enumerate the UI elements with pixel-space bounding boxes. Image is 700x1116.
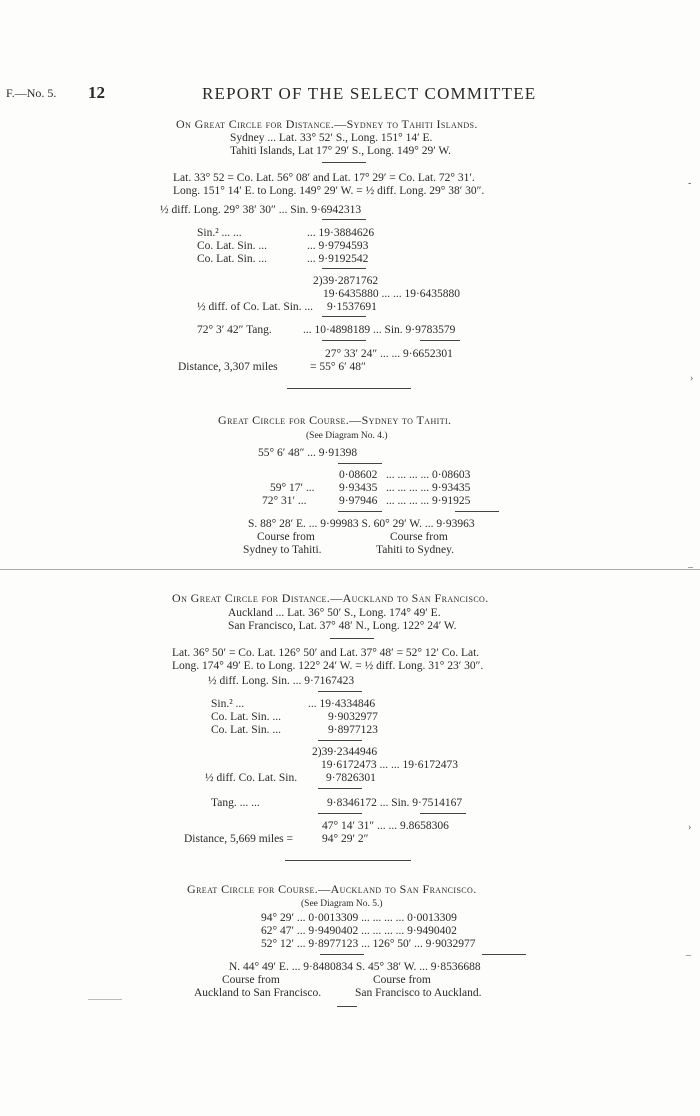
section-heading: On Great Circle for Distance.—Auckland to San Francisco. <box>172 591 489 605</box>
divider <box>338 463 382 464</box>
row-label: Co. Lat. Sin. ... <box>211 724 281 736</box>
row-value: 0·08602 <box>339 469 378 481</box>
row-label: ½ diff. Co. Lat. Sin. <box>205 772 298 784</box>
divider <box>338 511 382 512</box>
section-heading: Great Circle for Course.—Auckland to San Francisco. <box>187 882 477 896</box>
course-label: Course from <box>257 531 315 543</box>
divider <box>322 316 366 317</box>
row-label: 59° 17′ ... <box>270 482 315 494</box>
divider <box>322 162 366 163</box>
row-value: ... 19·4334846 <box>308 698 376 710</box>
calc-line: 55° 6′ 48″ ... 9·91398 <box>258 447 358 459</box>
page-number: 12 <box>88 83 105 102</box>
diagram-reference: (See Diagram No. 4.) <box>306 431 388 441</box>
section-divider <box>287 388 411 389</box>
course-label: Course from <box>390 531 448 543</box>
row-value: 9·8977123 <box>328 724 378 736</box>
course-label: Auckland to San Francisco. <box>194 987 322 999</box>
end-rule <box>337 1006 357 1007</box>
divider <box>318 740 362 741</box>
row-value: ... 19·3884626 <box>307 227 375 239</box>
course-label: San Francisco to Auckland. <box>355 987 482 999</box>
row-label: 72° 31′ ... <box>262 495 307 507</box>
section-divider <box>285 860 411 861</box>
calc-line: Lat. 33° 52 = Co. Lat. 56° 08′ and Lat. 17° 29′ = Co. Lat. 72° 31′. <box>173 172 475 184</box>
course-label: Course from <box>373 974 431 986</box>
page-title: REPORT OF THE SELECT COMMITTEE <box>202 84 537 103</box>
row-value: 9·1537691 <box>327 301 377 313</box>
course-row: 62° 47′ ... 9·9490402 ... ... ... ... 9·9490402 <box>261 925 457 937</box>
row-value: 9·8346172 ... Sin. 9·7514167 <box>327 797 463 809</box>
row-value: 9·93435 <box>339 482 378 494</box>
section-heading: On Great Circle for Distance.—Sydney to Tahiti Islands. <box>176 117 478 131</box>
position-line: Tahiti Islands, Lat 17° 29′ S., Long. 149° 29′ W. <box>230 145 452 157</box>
page-rule <box>0 569 700 570</box>
calc-line: ½ diff. Long. Sin. ... 9·7167423 <box>208 675 355 687</box>
row-value: 9·7826301 <box>326 772 376 784</box>
diagram-reference: (See Diagram No. 5.) <box>301 899 383 909</box>
course-label: Course from <box>222 974 280 986</box>
divider <box>420 340 460 341</box>
divider <box>482 954 526 955</box>
row-value: ... ... ... ... 9·93435 <box>386 482 471 494</box>
margin-mark: – <box>688 562 693 573</box>
course-row: 52° 12′ ... 9·8977123 ... 126° 50′ ... 9·9032977 <box>261 938 476 950</box>
course-row: 94° 29′ ... 0·0013309 ... ... ... ... 0·0013309 <box>261 912 457 924</box>
row-value: ... ... ... ... 9·91925 <box>386 495 471 507</box>
distance-value: 94° 29′ 2″ <box>322 833 369 845</box>
course-label: Tahiti to Sydney. <box>376 544 454 556</box>
margin-mark <box>88 999 122 1000</box>
divider <box>455 511 499 512</box>
row-label: Tang. ... ... <box>211 797 260 809</box>
divider <box>320 954 364 955</box>
row-label: Co. Lat. Sin. ... <box>197 240 267 252</box>
distance-value: = 55° 6′ 48″ <box>310 361 366 373</box>
half-value: 19·6172473 ... ... 19·6172473 <box>321 759 459 771</box>
row-label: Sin.² ... ... <box>197 227 242 239</box>
calc-line: Long. 174° 49′ E. to Long. 122° 24′ W. = ½ diff. Long. 31° 23′ 30″. <box>172 660 484 672</box>
divider <box>330 638 374 639</box>
calc-line: Long. 151° 14′ E. to Long. 149° 29′ W. = ½ diff. Long. 29° 38′ 30″. <box>173 185 485 197</box>
row-value: 27° 33′ 24″ ... ... 9·6652301 <box>325 348 453 360</box>
row-value: ... ... ... ... 0·08603 <box>386 469 471 481</box>
divider <box>322 268 366 269</box>
margin-mark: ‐ <box>688 178 692 189</box>
margin-mark: – <box>686 950 691 961</box>
row-value: 47° 14′ 31″ ... ... 9.8658306 <box>322 820 449 832</box>
margin-mark: › <box>690 373 694 384</box>
margin-mark: › <box>688 822 692 833</box>
divider <box>322 340 366 341</box>
row-value: ... 9·9794593 <box>307 240 369 252</box>
divider <box>318 788 362 789</box>
position-line: San Francisco, Lat. 37° 48′ N., Long. 122° 24′ W. <box>228 620 457 632</box>
position-line: Auckland ... Lat. 36° 50′ S., Long. 174° 49′ E. <box>228 607 441 619</box>
result-line: N. 44° 49′ E. ... 9·8480834 S. 45° 38′ W. ... 9·8536688 <box>229 961 481 973</box>
sum-value: 2)39·2871762 <box>313 275 379 287</box>
row-value: ... 9·9192542 <box>307 253 369 265</box>
distance-label: Distance, 5,669 miles = <box>184 833 294 845</box>
calc-line: Lat. 36° 50′ = Co. Lat. 126° 50′ and Lat. 37° 48′ = 52° 12′ Co. Lat. <box>172 647 480 659</box>
calc-line: ½ diff. Long. 29° 38′ 30″ ... Sin. 9·6942313 <box>160 204 362 216</box>
row-label: ½ diff. of Co. Lat. Sin. ... <box>197 301 314 313</box>
divider <box>318 813 362 814</box>
distance-label: Distance, 3,307 miles <box>178 361 278 373</box>
row-label: Co. Lat. Sin. ... <box>211 711 281 723</box>
divider <box>420 813 466 814</box>
divider <box>318 691 362 692</box>
report-reference: F.—No. 5. <box>6 86 57 100</box>
row-value: 9·9032977 <box>328 711 378 723</box>
row-label: Co. Lat. Sin. ... <box>197 253 267 265</box>
half-value: 19·6435880 ... ... 19·6435880 <box>323 288 461 300</box>
sum-value: 2)39·2344946 <box>312 746 378 758</box>
row-label: 72° 3′ 42″ Tang. <box>197 324 272 336</box>
result-line: S. 88° 28′ E. ... 9·99983 S. 60° 29′ W. ... 9·93963 <box>248 518 475 530</box>
row-value: 9·97946 <box>339 495 378 507</box>
divider <box>322 219 366 220</box>
row-label: Sin.² ... <box>211 698 245 710</box>
row-value: ... 10·4898189 ... Sin. 9·9783579 <box>303 324 456 336</box>
section-heading: Great Circle for Course.—Sydney to Tahiti. <box>218 413 452 427</box>
position-line: Sydney ... Lat. 33° 52′ S., Long. 151° 14′ E. <box>230 132 433 144</box>
course-label: Sydney to Tahiti. <box>243 544 322 556</box>
